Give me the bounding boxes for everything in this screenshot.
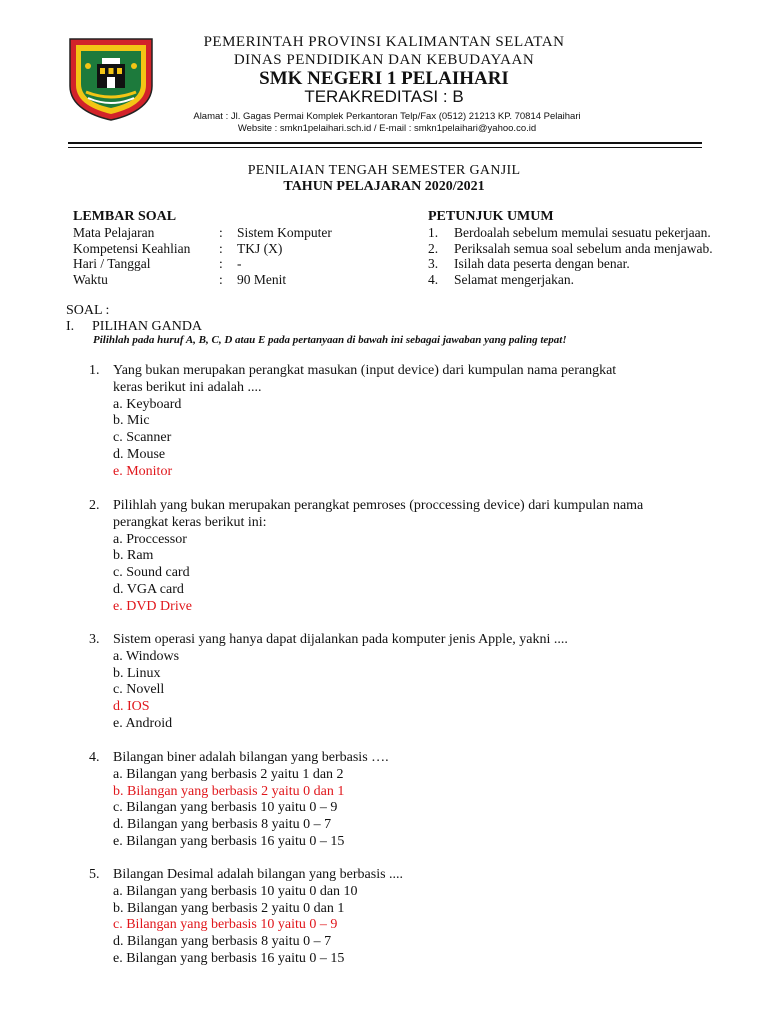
question bbox=[89, 363, 709, 481]
question-number: 5. bbox=[89, 867, 100, 882]
question-text-line: Bilangan Desimal adalah bilangan yang berbasis .... bbox=[113, 867, 404, 882]
guideline-number: 2. bbox=[428, 240, 439, 256]
info-separator: : bbox=[219, 240, 223, 256]
guideline-item bbox=[428, 256, 713, 272]
question-number: 4. bbox=[89, 750, 100, 765]
answer-option: e. Bilangan yang berbasis 16 yaitu 0 – 15 bbox=[113, 950, 345, 966]
info-label: Waktu bbox=[73, 271, 108, 287]
info-separator: : bbox=[219, 225, 223, 240]
answer-option: e. Bilangan yang berbasis 16 yaitu 0 – 15 bbox=[113, 833, 345, 849]
question bbox=[89, 498, 709, 616]
info-row bbox=[73, 256, 332, 272]
answer-option: b. Linux bbox=[113, 665, 161, 681]
answer-option: a. Bilangan yang berbasis 10 yaitu 0 dan 10 bbox=[113, 883, 358, 899]
answer-option: a. Windows bbox=[113, 648, 180, 664]
info-value: Sistem Komputer bbox=[237, 225, 332, 240]
exam-title: PENILAIAN TENGAH SEMESTER GANJIL bbox=[247, 163, 521, 178]
sheet-heading: LEMBAR SOAL bbox=[73, 209, 177, 224]
question bbox=[89, 632, 709, 733]
answer-option: e. Android bbox=[113, 715, 173, 731]
answer-option: c. Scanner bbox=[113, 430, 172, 446]
guideline-item bbox=[428, 241, 713, 257]
section-instruction: Pilihlah pada huruf A, B, C, D atau E pada pertanyaan di bawah ini sebagai jawaban yang paling tepat! bbox=[93, 334, 567, 346]
answer-option-correct: b. Bilangan yang berbasis 2 yaitu 0 dan 1 bbox=[113, 783, 345, 799]
info-value: - bbox=[237, 256, 242, 272]
answer-option: b. Mic bbox=[113, 413, 150, 429]
question-number: 2. bbox=[89, 498, 100, 513]
exam-info-rows bbox=[73, 225, 332, 287]
accreditation: TERAKREDITASI : B bbox=[304, 87, 464, 106]
answer-option: d. Bilangan yang berbasis 8 yaitu 0 – 7 bbox=[113, 934, 332, 950]
question bbox=[89, 867, 709, 968]
answer-option-correct: e. DVD Drive bbox=[113, 598, 192, 614]
school-address: Alamat : Jl. Gagas Permai Komplek Perkantoran Telp/Fax (0512) 21213 KP. 70814 Pelaihari bbox=[193, 111, 581, 122]
answer-option-correct: e. Monitor bbox=[113, 463, 173, 479]
info-label: Mata Pelajaran bbox=[73, 225, 155, 240]
academic-year: TAHUN PELAJARAN 2020/2021 bbox=[283, 179, 485, 194]
info-separator: : bbox=[219, 256, 223, 272]
answer-option: d. Mouse bbox=[113, 446, 166, 462]
question-text-line: Bilangan biner adalah bilangan yang berbasis …. bbox=[113, 750, 389, 765]
info-label: Hari / Tanggal bbox=[73, 256, 151, 272]
info-row bbox=[73, 241, 332, 257]
answer-option: c. Novell bbox=[113, 682, 165, 698]
question-text-line: Sistem operasi yang hanya dapat dijalankan pada komputer jenis Apple, yakni .... bbox=[113, 632, 568, 647]
guideline-text: Selamat mengerjakan. bbox=[454, 271, 574, 287]
guideline-item bbox=[428, 272, 713, 288]
guideline-text: Isilah data peserta dengan benar. bbox=[454, 256, 630, 272]
info-row bbox=[73, 272, 332, 288]
info-separator: : bbox=[219, 271, 223, 287]
answer-option: a. Bilangan yang berbasis 2 yaitu 1 dan 2 bbox=[113, 766, 344, 782]
answer-option: d. Bilangan yang berbasis 8 yaitu 0 – 7 bbox=[113, 817, 332, 833]
info-row bbox=[73, 225, 332, 241]
answer-option-correct: c. Bilangan yang berbasis 10 yaitu 0 – 9 bbox=[113, 917, 338, 933]
government-name: PEMERINTAH PROVINSI KALIMANTAN SELATAN bbox=[203, 34, 565, 50]
guidelines-block bbox=[428, 209, 713, 287]
answer-option: a. Proccessor bbox=[113, 531, 187, 547]
answer-option: c. Bilangan yang berbasis 10 yaitu 0 – 9 bbox=[113, 800, 338, 816]
question-text-line: perangkat keras berikut ini: bbox=[113, 514, 267, 530]
soal-label: SOAL : bbox=[66, 303, 110, 318]
guidelines-list bbox=[428, 225, 713, 287]
question-text-line: keras berikut ini adalah .... bbox=[113, 379, 262, 395]
answer-option: a. Keyboard bbox=[113, 396, 182, 412]
answer-option: d. VGA card bbox=[113, 581, 184, 597]
school-name: SMK NEGERI 1 PELAIHARI bbox=[259, 68, 509, 89]
question bbox=[89, 750, 709, 851]
answer-option: b. Ram bbox=[113, 548, 154, 564]
guideline-number: 1. bbox=[428, 225, 439, 240]
answer-option-correct: d. IOS bbox=[113, 699, 150, 715]
info-label: Kompetensi Keahlian bbox=[73, 240, 191, 256]
header-divider-thick bbox=[68, 142, 702, 144]
guideline-text: Berdoalah sebelum memulai sesuatu pekerjaan. bbox=[454, 225, 711, 240]
question-number: 1. bbox=[89, 363, 100, 378]
section-roman-numeral: I. bbox=[66, 319, 75, 334]
section-title bbox=[66, 319, 202, 335]
school-contact: Website : smkn1pelaihari.sch.id / E-mail : smkn1pelaihari@yahoo.co.id bbox=[237, 123, 537, 134]
question-text-line: Yang bukan merupakan perangkat masukan (input device) dari kumpulan nama perangkat bbox=[113, 363, 617, 378]
guideline-number: 4. bbox=[428, 271, 439, 287]
header-divider-thin bbox=[68, 147, 702, 148]
info-value: TKJ (X) bbox=[237, 240, 283, 256]
guidelines-heading: PETUNJUK UMUM bbox=[428, 209, 554, 224]
info-value: 90 Menit bbox=[237, 271, 287, 287]
guideline-item bbox=[428, 225, 713, 241]
guideline-number: 3. bbox=[428, 256, 439, 272]
section-name: PILIHAN GANDA bbox=[92, 319, 203, 334]
exam-info-block bbox=[73, 209, 332, 287]
answer-option: b. Bilangan yang berbasis 2 yaitu 0 dan 1 bbox=[113, 900, 345, 916]
question-text-line: Pilihlah yang bukan merupakan perangkat pemroses (proccessing device) dari kumpulan nama bbox=[113, 498, 644, 513]
guideline-text: Periksalah semua soal sebelum anda menjawab. bbox=[454, 240, 713, 256]
department-name: DINAS PENDIDIKAN DAN KEBUDAYAAN bbox=[233, 52, 535, 68]
question-number: 3. bbox=[89, 632, 100, 647]
answer-option: c. Sound card bbox=[113, 565, 190, 581]
